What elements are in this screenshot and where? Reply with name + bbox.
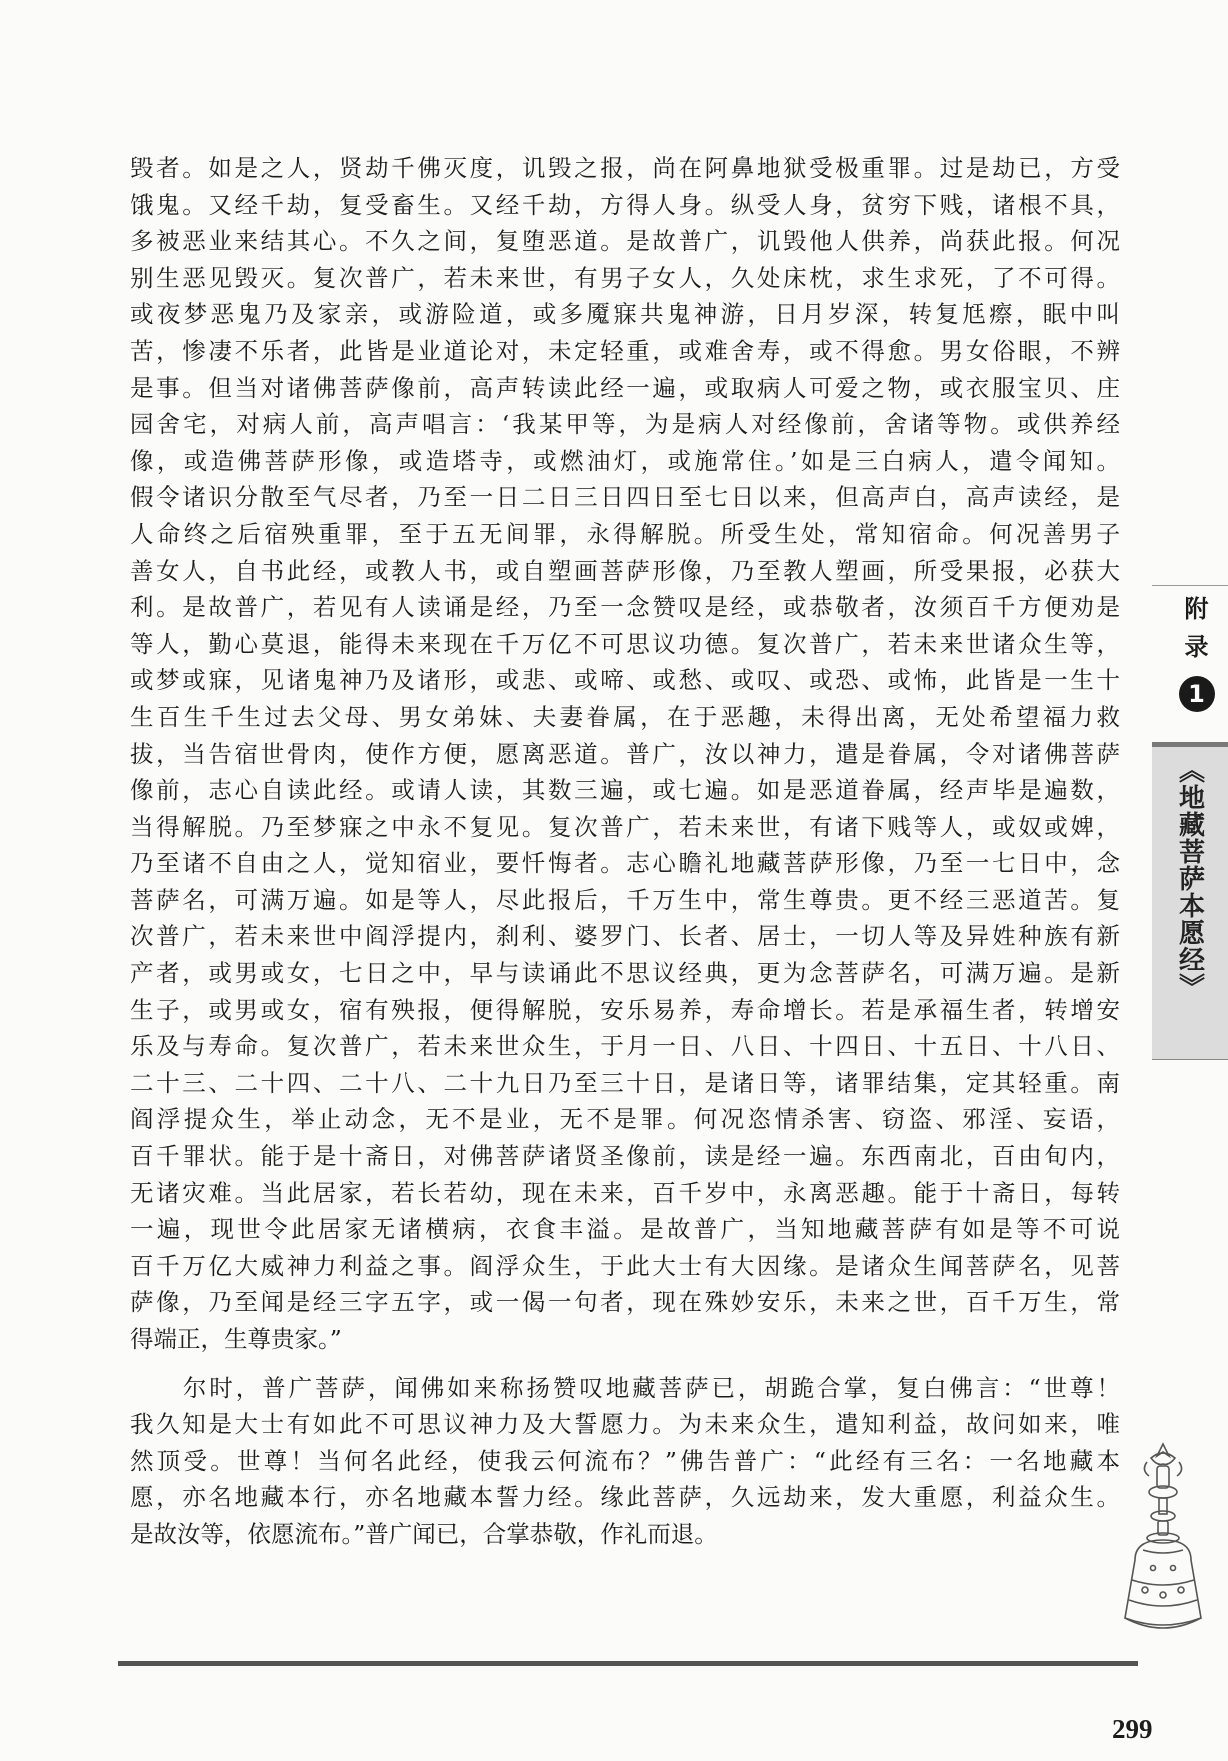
text-line: 饿鬼。又经千劫，复受畜生。又经千劫，方得人身。纵受人身，贫穷下贱，诸根不具，	[130, 190, 1120, 219]
text-line: 生百生千生过去父母、男女弟妹、夫妻眷属，在于恶趣，未得出离，无处希望福力救	[130, 702, 1120, 731]
text-line: 园舍宅，对病人前，高声唱言：‘我某甲等，为是病人对经像前，舍诸等物。或供养经	[130, 410, 1120, 439]
text-line: 乃至诸不自由之人，觉知宿业，要忏悔者。志心瞻礼地藏菩萨形像，乃至一七日中，念	[130, 849, 1120, 878]
text-line: 拔，当告宿世骨肉，使作方便，愿离恶道。普广，汝以神力，遣是眷属，令对诸佛菩萨	[130, 739, 1120, 768]
text-line: 像，或造佛菩萨形像，或造塔寺，或燃油灯，或施常住。’如是三白病人，遣令闻知。	[130, 446, 1120, 475]
text-line: 苦，惨凄不乐者，此皆是业道论对，未定轻重，或难舍寿，或不得愈。男女俗眼，不辨	[130, 336, 1120, 365]
text-line: 或梦或寐，见诸鬼神乃及诸形，或悲、或啼、或愁、或叹、或恐、或怖，此皆是一生十	[130, 666, 1120, 695]
text-line: 次普广，若未来世中阎浮提内，刹利、婆罗门、长者、居士，一切人等及异姓种族有新	[130, 922, 1120, 951]
book-title-vertical: 《地藏菩萨本愿经》	[1174, 757, 1205, 1000]
text-line: 利。是故普广，若见有人读诵是经，乃至一念赞叹是经，或恭敬者，汝须百千方便劝是	[130, 593, 1120, 622]
text-line: 像前，志心自读此经。或请人读，其数三遍，或七遍。如是恶道眷属，经声毕是遍数，	[130, 776, 1120, 805]
section-label-char: 录	[1184, 633, 1209, 661]
text-line: 人命终之后宿殃重罪，至于五无间罪，永得解脱。所受生处，常知宿命。何况善男子	[130, 519, 1120, 548]
text-line: 得端正，生尊贵家。”	[130, 1325, 342, 1353]
text-line: 善女人，自书此经，或教人书，或自塑画菩萨形像，乃至教人塑画，所受果报，必获大	[130, 556, 1120, 585]
text-line: 假令诸识分散至气尽者，乃至一日二日三日四日至七日以来，但高声白，高声读经，是	[130, 483, 1120, 512]
text-line: 百千万亿大威神力利益之事。阎浮众生，于此大士有大因缘。是诸众生闻菩萨名，见菩	[130, 1251, 1120, 1280]
text-line: 别生恶见毁灭。复次普广，若未来世，有男子女人，久处床枕，求生求死，了不可得。	[130, 263, 1120, 292]
footer-rule	[118, 1661, 1138, 1666]
section-label-char: 附	[1184, 595, 1209, 623]
text-line: 等人，勤心莫退，能得未来现在千万亿不可思议功德。复次普广，若未来世诸众生等，	[130, 629, 1120, 658]
text-line: 阎浮提众生，举止动念，无不是业，无不是罪。何况恣情杀害、窃盗、邪淫、妄语，	[130, 1105, 1120, 1134]
text-line: 或夜梦恶鬼乃及家亲，或游险道，或多魇寐共鬼神游，日月岁深，转复尪瘵，眠中叫	[130, 300, 1120, 329]
text-line: 尔时，普广菩萨，闻佛如来称扬赞叹地藏菩萨已，胡跪合掌，复白佛言：“世尊！	[130, 1373, 1120, 1402]
main-text	[130, 150, 1120, 1553]
text-line: 愿，亦名地藏本行，亦名地藏本誓力经。缘此菩萨，久远劫来，发大重愿，利益众生。	[130, 1483, 1120, 1512]
text-line: 百千罪状。能于是十斋日，对佛菩萨诸贤圣像前，读是经一遍。东西南北，百由旬内，	[130, 1142, 1120, 1171]
text-line: 当得解脱。乃至梦寐之中永不复见。复次普广，若未来世，有诸下贱等人，或奴或婢，	[130, 812, 1120, 841]
side-tab-divider	[1152, 585, 1228, 586]
text-line: 然顶受。世尊！当何名此经，使我云何流布？”佛告普广：“此经有三名：一名地藏本	[130, 1446, 1120, 1475]
section-number-badge: 1	[1179, 676, 1215, 712]
section-tab	[1165, 590, 1228, 712]
text-line: 产者，或男或女，七日之中，早与读诵此不思议经典，更为念菩萨名，可满万遍。是新	[130, 959, 1120, 988]
text-line: 萨像，乃至闻是经三字五字，或一偈一句者，现在殊妙安乐，未来之世，百千万生，常	[130, 1288, 1120, 1317]
text-line: 无诸灾难。当此居家，若长若幼，现在未来，百千岁中，永离恶趣。能于十斋日，每转	[130, 1178, 1120, 1207]
page-number: 299	[1112, 1714, 1153, 1744]
paragraph-2	[130, 1370, 1120, 1553]
text-line: 是事。但当对诸佛菩萨像前，高声转读此经一遍，或取病人可爱之物，或衣服宝贝、庄	[130, 373, 1120, 402]
text-line: 毁者。如是之人，贤劫千佛灭度，讥毁之报，尚在阿鼻地狱受极重罪。过是劫已，方受	[130, 154, 1120, 182]
text-line: 是故汝等，依愿流布。”普广闻已，合掌恭敬，作礼而退。	[130, 1519, 718, 1548]
text-line: 我久知是大士有如此不可思议神力及大誓愿力。为未来众生，遣知利益，故问如来，唯	[130, 1410, 1120, 1439]
paragraph-1	[130, 150, 1120, 1358]
text-line: 菩萨名，可满万遍。如是等人，尽此报后，千万生中，常生尊贵。更不经三恶道苦。复	[130, 885, 1120, 914]
bell-ornament-icon	[1105, 1440, 1221, 1644]
text-line: 一遍，现世令此居家无诸横病，衣食丰溢。是故普广，当知地藏菩萨有如是等不可说	[130, 1215, 1120, 1244]
text-line: 生子，或男或女，宿有殃报，便得解脱，安乐易养，寿命增长。若是承福生者，转增安	[130, 995, 1120, 1024]
text-line: 二十三、二十四、二十八、二十九日乃至三十日，是诸日等，诸罪结集，定其轻重。南	[130, 1068, 1120, 1097]
text-line: 多被恶业来结其心。不久之间，复堕恶道。是故普广，讥毁他人供养，尚获此报。何况	[130, 227, 1120, 256]
text-line: 乐及与寿命。复次普广，若未来世众生，于月一日、八日、十四日、十五日、十八日、	[130, 1032, 1120, 1061]
book-title-band	[1152, 742, 1228, 1060]
